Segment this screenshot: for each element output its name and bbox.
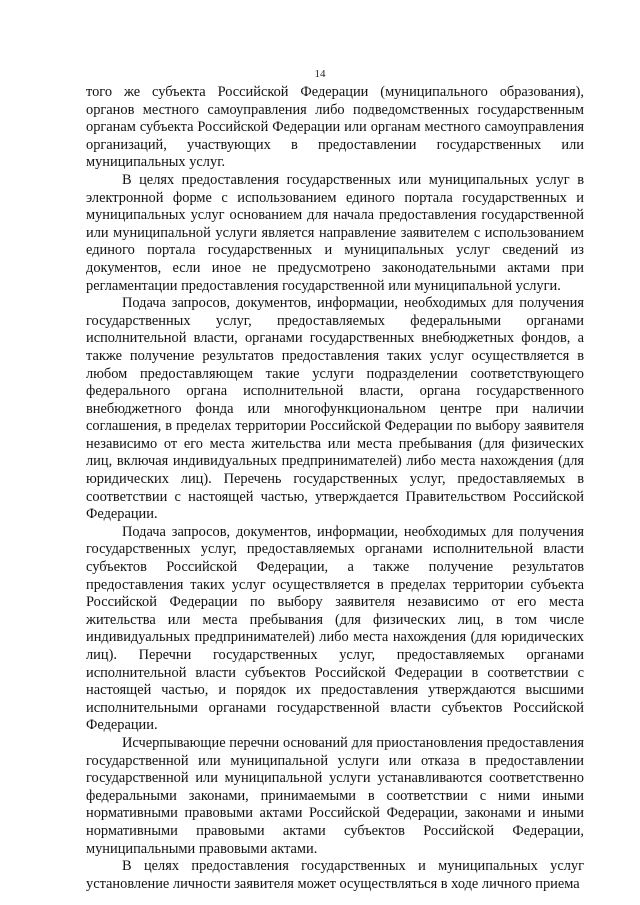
page-number: 14 bbox=[314, 68, 326, 80]
document-body bbox=[86, 84, 584, 893]
paragraph: Подача запросов, документов, информации, необходимых для получения государственных услуг, предоставляемых органами исполнительной власти субъектов Российской Федерации, а также получение результатов предоставления таких услуг осуществляется в пределах территории субъекта Российской Федерации по выбору заявителя независимо от его места жительства или места пребывания (для физических лиц, в том числе индивидуальных предпринимателей) либо места нахождения (для юридических лиц). Перечни государственных услуг, предоставляемых органами исполнительной власти субъектов Российской Федерации в соответствии с настоящей частью, и порядок их предоставления утверждаются высшими исполнительными органами государственной власти субъектов Российской Федерации. bbox=[86, 523, 584, 734]
paragraph: того же субъекта Российской Федерации (муниципального образования), органов местного самоуправления либо подведомственных государственным органам субъекта Российской Федерации или органам местного самоуправления организаций, участвующих в предоставлении государственных или муниципальных услуг. bbox=[86, 84, 584, 171]
paragraph: В целях предоставления государственных или муниципальных услуг в электронной форме с использованием единого портала государственных и муниципальных услуг основанием для начала предоставления государственной или муниципальной услуги является направление заявителем с использованием единого портала государственных и муниципальных услуг сведений из документов, если иное не предусмотрено законодательными актами при регламентации предоставления государственной или муниципальной услуги. bbox=[86, 171, 584, 294]
paragraph: Подача запросов, документов, информации, необходимых для получения государственных услуг, предоставляемых федеральными органами исполнительной власти, органами государственных внебюджетных фондов, а также получение результатов предоставления таких услуг осуществляется в любом предоставляющем такие услуги подразделении соответствующего федерального органа исполнительной власти, органа государственного внебюджетного фонда или многофункциональном центре при наличии соглашения, в пределах территории Российской Федерации по выбору заявителя независимо от его места жительства или места пребывания (для физических лиц, включая индивидуальных предпринимателей) либо места нахождения (для юридических лиц). Перечень государственных услуг, предоставляемых в соответствии с настоящей частью, утверждается Правительством Российской Федерации. bbox=[86, 295, 584, 523]
paragraph: Исчерпывающие перечни оснований для приостановления предоставления государственной или муниципальной услуги или отказа в предоставлении государственной или муниципальной услуги устанавливаются соответственно федеральными законами, принимаемыми в соответствии с ними иными нормативными правовыми актами Российской Федерации, законами и иными нормативными правовыми актами субъектов Российской Федерации, муниципальными правовыми актами. bbox=[86, 734, 584, 857]
paragraph: В целях предоставления государственных и муниципальных услуг установление личности заявителя может осуществляться в ходе личного приема bbox=[86, 858, 584, 892]
